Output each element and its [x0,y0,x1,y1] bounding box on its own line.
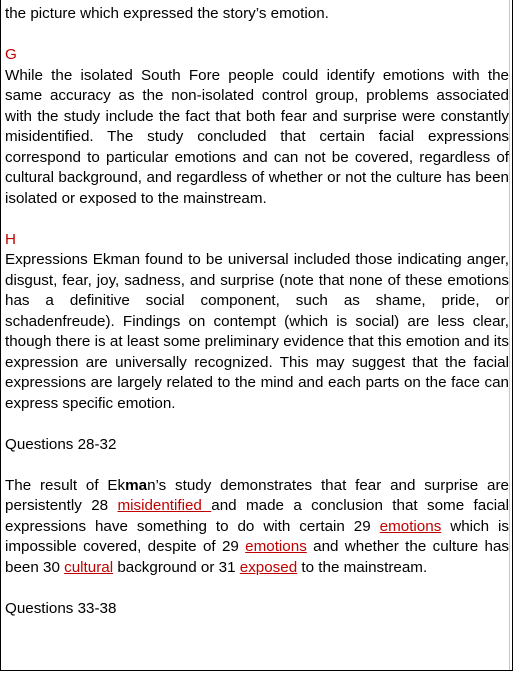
questions-heading-33-38: Questions 33-38 [5,599,117,617]
section-h-letter: H [5,230,16,248]
answer-29-repeat: emotions [245,538,307,555]
spacer [5,455,509,476]
continued-line: the picture which expressed the story’s emotion. [5,5,329,22]
summary-text: The result of Ek [5,476,126,494]
summary-text: n’s study demonstrates that fear and surprise are persistently 28 [5,476,509,514]
section-g-letter: G [5,46,17,63]
answer-29: emotions [379,517,442,535]
spacer [5,25,509,46]
section-g-paragraph: While the isolated South Fore people could identify emotions with the same accuracy as the non-isolated control group, problems associated with the study include the fact that both fear and surprise were constantly misidentified. The study concluded that certain facial expressions correspond to particular emotions and can not be covered, regardless of cultural background, and regardless of whether or not the culture has been isolated or exposed to the mainstream. [5,66,509,207]
answer-31: exposed [239,558,298,576]
spacer [5,578,509,599]
answer-30: cultural [64,558,114,576]
spacer [5,414,509,435]
spacer [5,209,509,230]
questions-heading-28-32: Questions 28-32 [5,435,117,453]
summary-text-bold: ma [125,476,148,494]
answer-28: misidentified [117,497,212,514]
summary-paragraph [5,476,509,579]
section-h-paragraph: Expressions Ekman found to be universal included those indicating anger, disgust, fear, joy, sadness, and surprise (note that none of these emotions has a definitive social component, such as shame, pride, or schadenfreude). Findings on contempt (which is social) are less clear, though there is at least some preliminary evidence that this emotion and its expression are universally recognized. This may suggest that the facial expressions are largely related to the mind and each parts on the face can express specific emotion. [5,251,509,412]
summary-text: to the mainstream. [297,558,428,576]
summary-text: and whether the culture has been 30 [5,538,509,576]
summary-text: background or 31 [113,558,240,576]
summary-text: and made a conclusion that some facial expressions have something to do with certain 29 [5,497,509,535]
summary-text: which is impossible covered, despite of 29 [5,517,509,555]
